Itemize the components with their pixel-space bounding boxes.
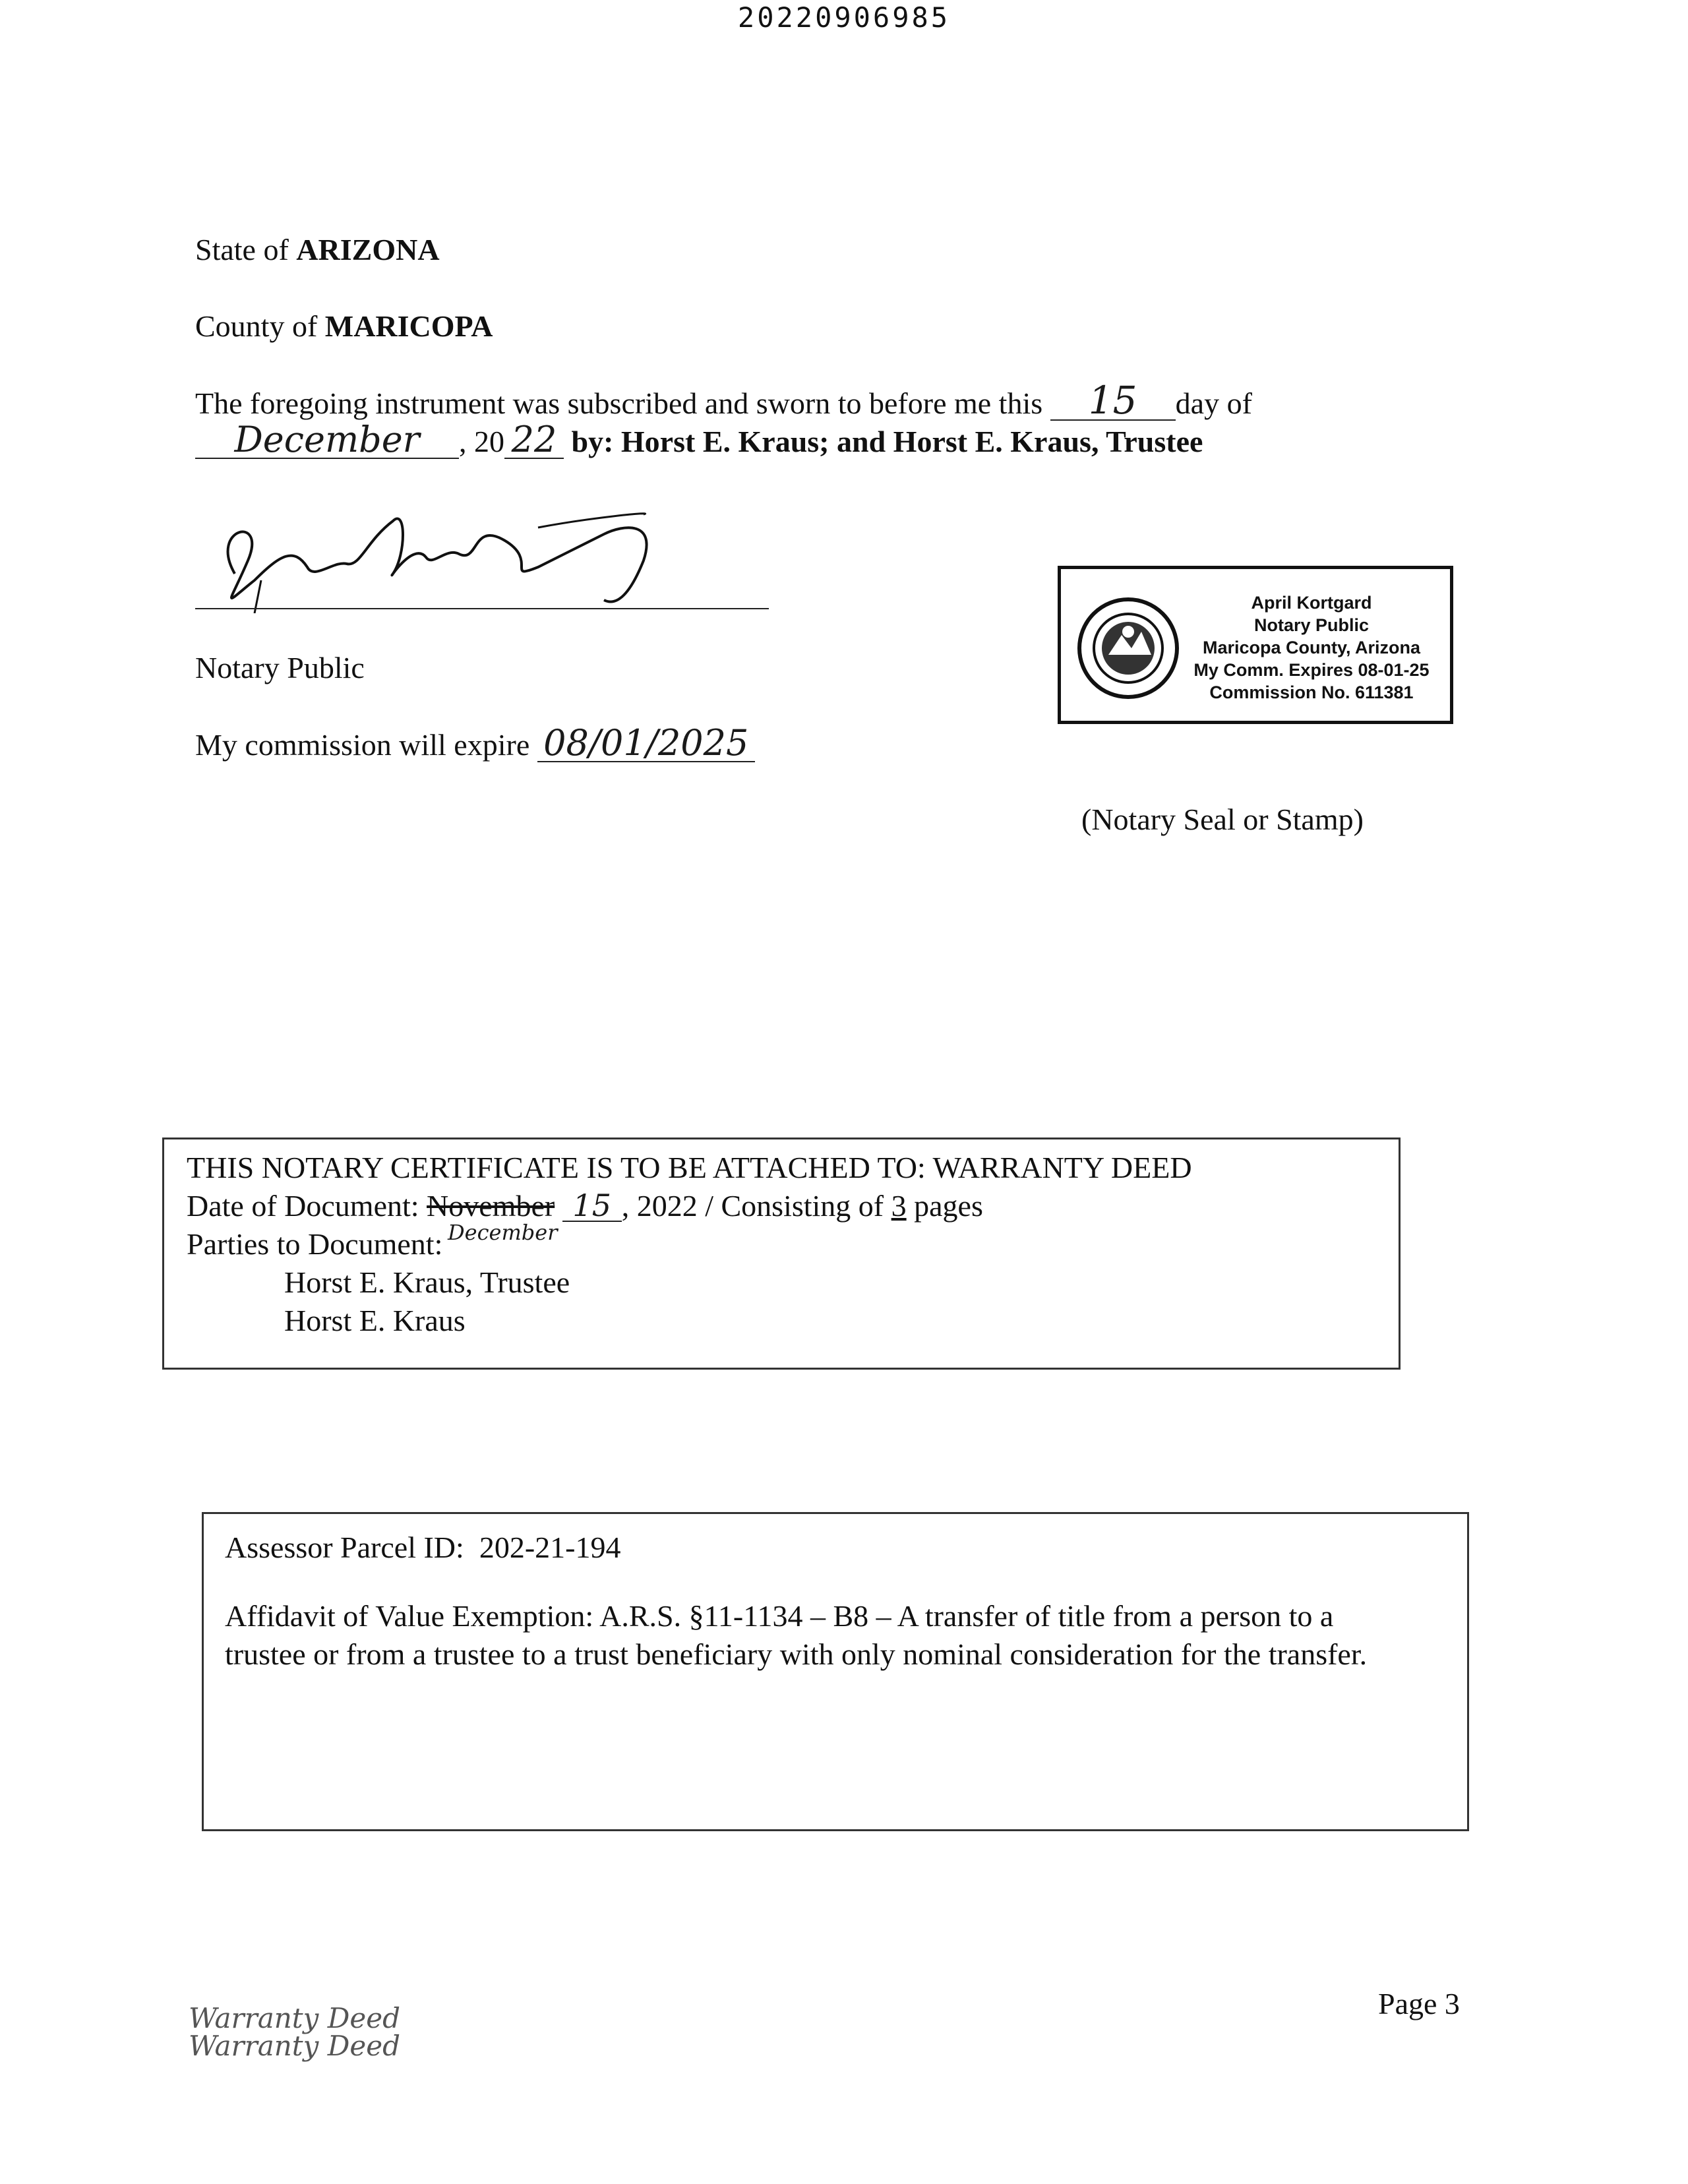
page-count: 3 [891,1189,907,1223]
certificate-date-line [187,1188,983,1223]
parties-label: Parties to Document: [187,1227,443,1261]
jurat-day-of: day of [1175,386,1252,420]
date-rest: , 2022 / Consisting of [621,1189,884,1223]
party-name: Horst E. Kraus [284,1304,466,1337]
jurat-text: The foregoing instrument was subscribed and sworn to before me this [195,386,1043,420]
county-line [195,309,493,344]
jurat-year-prefix: , 20 [459,425,504,458]
stamp-line: Notary Public [1253,615,1370,635]
date-month-correction: December [448,1220,558,1245]
stamp-line: April Kortgard [1251,593,1372,613]
footer-doc-type [189,2002,401,2062]
state-label: State of [195,233,289,266]
notary-signature [195,501,769,613]
party-name: Horst E. Kraus, Trustee [284,1265,570,1299]
footer-doc-type-line: Warranty Deed [189,2002,401,2034]
notary-certificate-box [162,1138,1401,1370]
county-label: County of [195,309,318,343]
signature-line [195,608,769,609]
county-value: MARICOPA [324,309,493,343]
state-value: ARIZONA [296,233,440,266]
jurat-line-1 [195,378,1252,423]
jurat-line-2 [195,419,1203,460]
date-label: Date of Document: [187,1189,419,1223]
jurat-year: 22 [504,422,564,459]
stamp-line: Commission No. 611381 [1209,682,1414,702]
parcel-id: 202-21-194 [479,1531,621,1564]
commission-line [195,722,755,764]
stamp-line: My Comm. Expires 08-01-25 [1193,660,1430,680]
notary-stamp [1058,566,1453,724]
jurat-by: by: [571,425,614,458]
jurat-day: 15 [1050,381,1176,421]
certificate-heading: THIS NOTARY CERTIFICATE IS TO BE ATTACHED TO: WARRANTY DEED [187,1151,1192,1184]
state-seal-icon [1075,595,1181,701]
commission-date: 08/01/2025 [537,725,755,762]
jurat-signers: Horst E. Kraus; and Horst E. Kraus, Trustee [620,425,1203,458]
pages-label: pages [914,1189,983,1223]
footer-doc-type-line: Warranty Deed [189,2030,401,2062]
jurat-month: December [195,422,459,459]
state-line [195,232,440,267]
date-struck-month: November [427,1189,555,1223]
assessor-box [202,1512,1469,1831]
page-number: Page 3 [1378,1987,1460,2020]
signature-graphic [195,501,769,613]
exemption-line-2: trustee or from a trustee to a trust beneficiary with only nominal consideration for the transfer. [225,1637,1368,1671]
parcel-line [225,1530,620,1565]
recording-number: 20220906985 [737,1,951,34]
date-day: 15 [562,1190,622,1222]
stamp-line: Maricopa County, Arizona [1202,638,1421,657]
commission-label: My commission will expire [195,728,530,762]
seal-caption: (Notary Seal or Stamp) [1081,803,1364,836]
parcel-label: Assessor Parcel ID: [225,1531,464,1564]
notary-title: Notary Public [195,651,365,684]
exemption-line-1: Affidavit of Value Exemption: A.R.S. §11-1134 – B8 – A transfer of title from a person to a [225,1599,1334,1633]
